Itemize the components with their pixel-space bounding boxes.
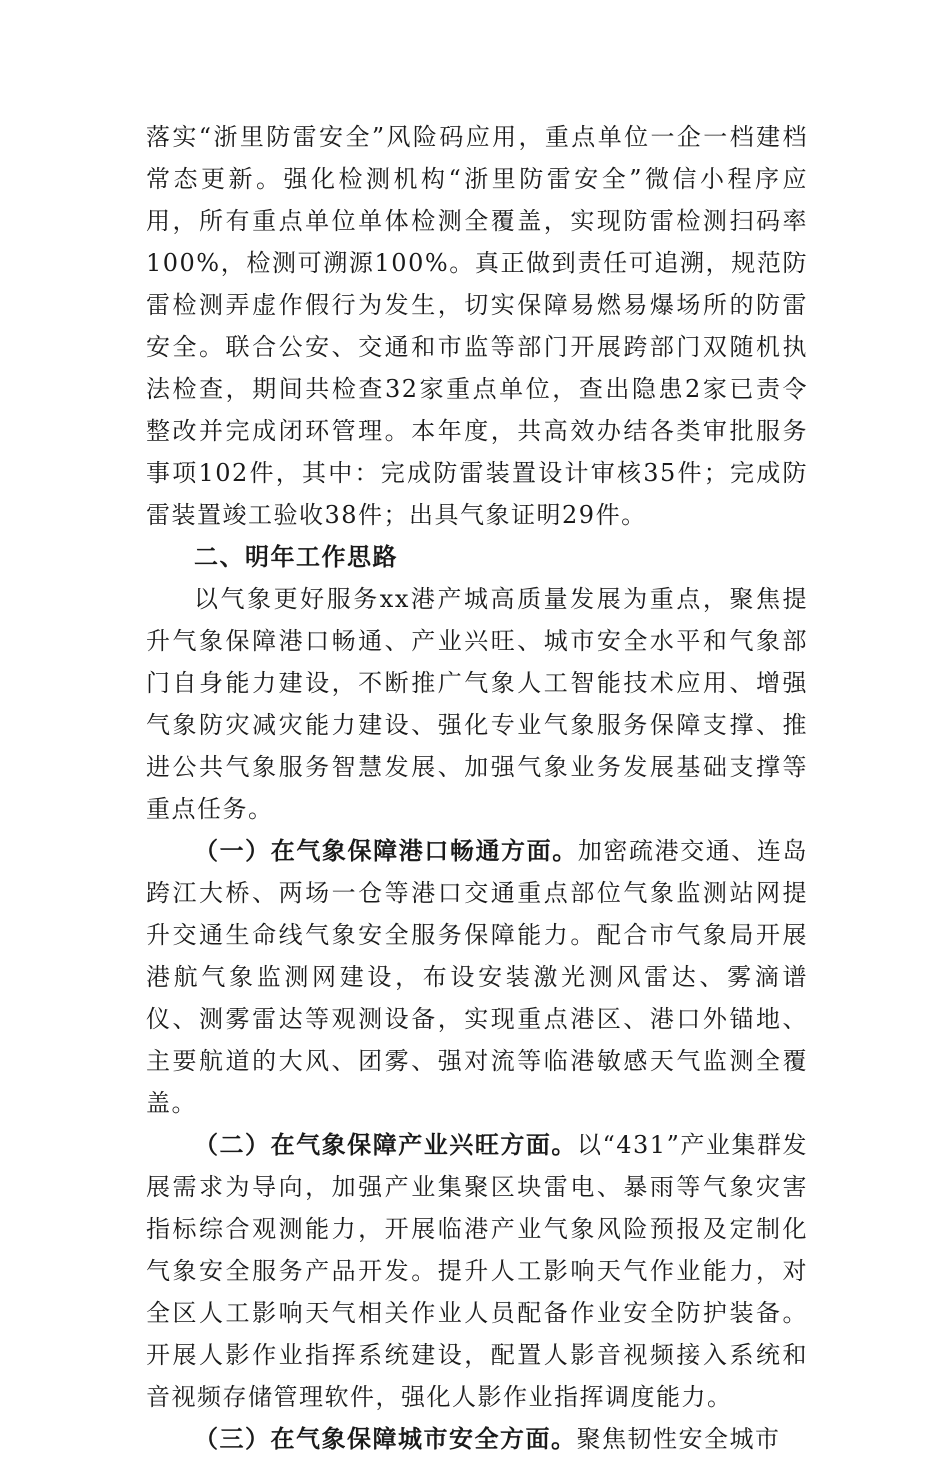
item-paragraph-1	[146, 830, 808, 1124]
item-lead-2: （二）在气象保障产业兴旺方面。	[194, 1131, 577, 1159]
item-lead-1: （一）在气象保障港口畅通方面。	[194, 837, 578, 865]
document-page	[146, 116, 808, 1460]
item-body-1: 加密疏港交通、连岛跨江大桥、两场一仓等港口交通重点部位气象监测站网提升交通生命线气象安全服务保障能力。配合市气象局开展港航气象监测网建设，布设安装激光测风雷达、雾滴谱仪、测雾雷达等观测设备，实现重点港区、港口外锚地、主要航道的大风、团雾、强对流等临港敏感天气监测全覆盖。	[146, 837, 809, 1117]
continuation-paragraph: 落实“浙里防雷安全”风险码应用，重点单位一企一档建档常态更新。强化检测机构“浙里防雷安全”微信小程序应用，所有重点单位单体检测全覆盖，实现防雷检测扫码率100%，检测可溯源100%。真正做到责任可追溯，规范防雷检测弄虚作假行为发生，切实保障易燃易爆场所的防雷安全。联合公安、交通和市监等部门开展跨部门双随机执法检查，期间共检查32家重点单位，查出隐患2家已责令整改并完成闭环管理。本年度，共高效办结各类审批服务事项102件，其中：完成防雷装置设计审核35件；完成防雷装置竣工验收38件；出具气象证明29件。	[146, 123, 808, 529]
item-lead-3: （三）在气象保障城市安全方面。	[194, 1425, 577, 1453]
item-body-2: 以“431”产业集群发展需求为导向，加强产业集聚区块雷电、暴雨等气象灾害指标综合观测能力，开展临港产业气象风险预报及定制化气象安全服务产品开发。提升人工影响天气作业能力，对全区人工影响天气相关作业人员配备作业安全防护装备。开展人影作业指挥系统建设，配置人影音视频接入系统和音视频存储管理软件，强化人影作业指挥调度能力。	[146, 1131, 808, 1411]
intro-paragraph: 以气象更好服务xx港产城高质量发展为重点，聚焦提升气象保障港口畅通、产业兴旺、城市安全水平和气象部门自身能力建设，不断推广气象人工智能技术应用、增强气象防灾减灾能力建设、强化专业气象服务保障支撑、推进公共气象服务智慧发展、加强气象业务发展基础支撑等重点任务。	[146, 585, 808, 823]
section-heading: 二、明年工作思路	[194, 543, 398, 571]
item-paragraph-3	[146, 1418, 808, 1460]
item-paragraph-2	[146, 1124, 808, 1418]
item-body-3: 聚焦韧性安全城市	[576, 1425, 781, 1453]
